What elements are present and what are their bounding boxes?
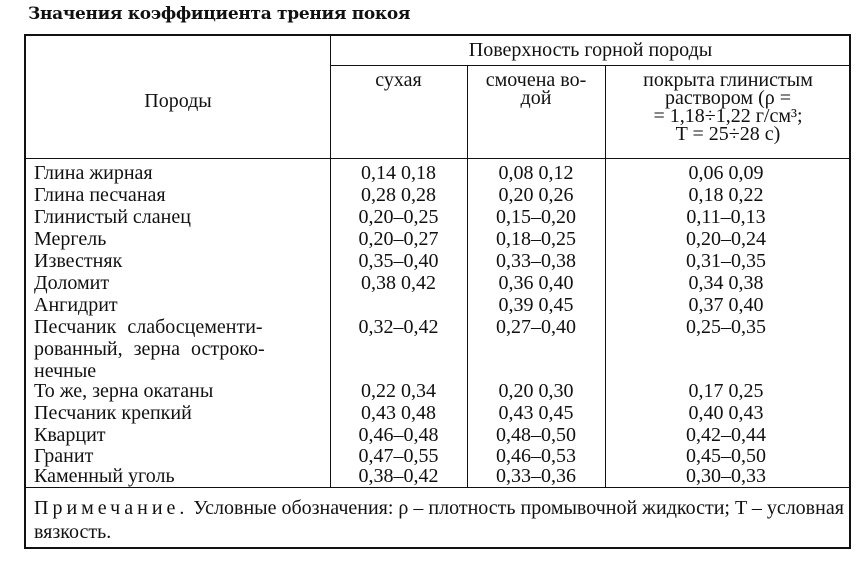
table-title: Значения коэффициента трения покоя (28, 4, 411, 24)
row-name-line: Песчаник слабосцементи- (34, 316, 263, 338)
row-name: Доломит (34, 272, 110, 294)
row-wet: 0,43 0,45 (498, 402, 574, 424)
row-clay: 0,06 0,09 (688, 162, 764, 184)
header-clay (605, 71, 851, 143)
row-clay: 0,40 0,43 (688, 402, 764, 424)
table-note (34, 496, 844, 544)
row-clay: 0,42–0,44 (686, 424, 766, 446)
row-dry: 0,28 0,28 (361, 184, 436, 206)
row-name: Известняк (34, 250, 123, 272)
header-clay-line-3: = 1,18÷1,22 г/см³; (653, 105, 803, 127)
header-wet-line-1: смочена во- (485, 69, 587, 91)
row-dry: 0,46–0,48 (358, 424, 439, 446)
header-clay-line-2: раствором (ρ = (665, 87, 791, 109)
note-text: Условные обозначения: ρ – плотность промывочной жидкости; T – условная вязкость. (34, 497, 844, 543)
row-wet: 0,08 0,12 (498, 162, 574, 184)
header-rocks: Породы (144, 90, 212, 112)
row-name: Мергель (34, 228, 107, 250)
row-wet: 0,15–0,20 (496, 206, 576, 228)
row-dry: 0,20–0,25 (358, 206, 439, 228)
row-dry: 0,43 0,48 (361, 402, 436, 424)
row-dry: 0,22 0,34 (361, 380, 436, 402)
row-dry: 0,47–0,55 (358, 445, 439, 467)
row-name: Ангидрит (34, 294, 118, 316)
row-clay: 0,11–0,13 (686, 206, 766, 228)
row-clay: 0,34 0,38 (688, 272, 764, 294)
header-clay-line-1: покрыта глинистым (643, 69, 813, 91)
row-name: Кварцит (34, 424, 106, 446)
row-wet: 0,36 0,40 (498, 272, 574, 294)
row-wet: 0,27–0,40 (496, 316, 576, 338)
row-name: Гранит (34, 445, 94, 467)
row-name-line: нечные (34, 360, 97, 382)
header-surface-group: Поверхность горной породы (468, 39, 713, 61)
row-name: Глина песчаная (34, 184, 166, 206)
note-label: Примечание. (34, 497, 189, 519)
header-wet-line-2: дой (520, 87, 552, 109)
header-dry: сухая (375, 69, 422, 91)
row-dry: 0,32–0,42 (358, 316, 439, 338)
row-wet: 0,39 0,45 (498, 294, 574, 316)
row-dry: 0,38–0,42 (358, 465, 439, 487)
row-clay: 0,37 0,40 (688, 294, 764, 316)
row-clay: 0,20–0,24 (686, 228, 766, 250)
row-dry: 0,14 0,18 (361, 162, 436, 184)
row-name: Глинистый сланец (34, 206, 191, 228)
header-bottom-rule (24, 158, 851, 159)
row-name: То же, зерна окатаны (34, 380, 214, 402)
row-clay: 0,30–0,33 (686, 465, 766, 487)
row-name: Песчаник крепкий (34, 402, 192, 424)
row-wet: 0,48–0,50 (496, 424, 576, 446)
row-clay: 0,25–0,35 (686, 316, 766, 338)
header-clay-line-4: T = 25÷28 с) (675, 123, 781, 145)
row-dry: 0,35–0,40 (358, 250, 439, 272)
row-wet: 0,18–0,25 (496, 228, 576, 250)
row-name: Глина жирная (34, 162, 153, 184)
row-clay: 0,45–0,50 (686, 445, 766, 467)
row-wet: 0,33–0,36 (496, 465, 576, 487)
row-dry: 0,20–0,27 (358, 228, 439, 250)
row-clay: 0,18 0,22 (688, 184, 764, 206)
row-clay: 0,17 0,25 (688, 380, 764, 402)
row-wet: 0,46–0,53 (496, 445, 576, 467)
row-name-line: рованный, зерна остроко- (34, 338, 265, 360)
row-wet: 0,20 0,30 (498, 380, 574, 402)
header-wet (467, 71, 605, 107)
row-name: Каменный уголь (34, 465, 175, 487)
row-clay: 0,31–0,35 (686, 250, 766, 272)
row-wet: 0,33–0,38 (496, 250, 576, 272)
row-wet: 0,20 0,26 (498, 184, 574, 206)
row-dry: 0,38 0,42 (361, 272, 436, 294)
header-divider (330, 65, 851, 66)
